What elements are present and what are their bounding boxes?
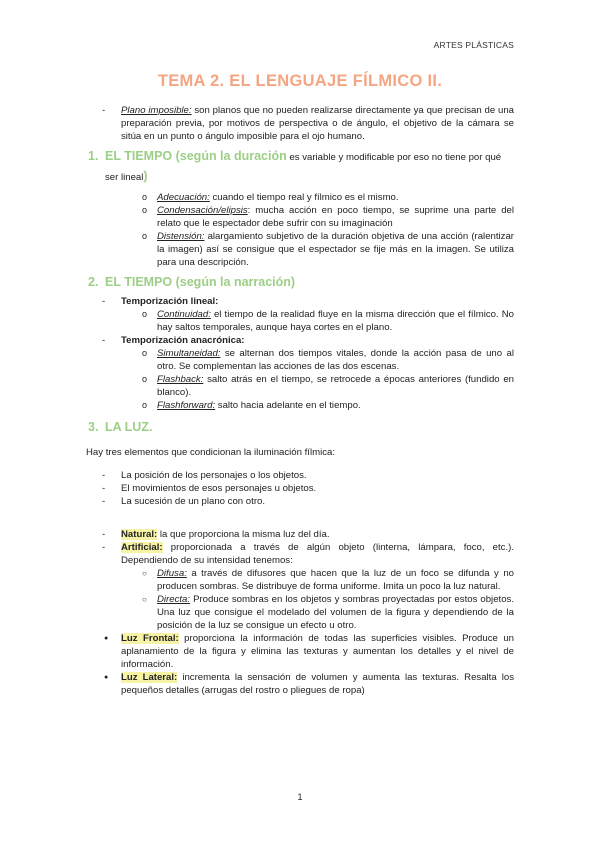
list-item (88, 399, 514, 412)
subsection-label (88, 295, 514, 308)
definition: son planos que no pueden realizarse directamente ya que precisan de una preparación previa, por motivos de perspectiva o de ángulo, el objetivo de la cámara se sitúa en un punto o ángulo imposible para el ojo humano. (121, 105, 514, 142)
list-item: - La sucesión de un plano con otro. (88, 495, 514, 508)
list-item (88, 191, 514, 204)
list-item: - El movimientos de esos personajes u objetos. (88, 482, 514, 495)
list-item (88, 230, 514, 269)
term: Flashforward: (157, 400, 216, 411)
section-number: 2. (88, 275, 99, 289)
term: Distensión: (157, 231, 205, 242)
label: Temporización lineal: (121, 296, 219, 307)
list-item (88, 593, 514, 632)
page-title: TEMA 2. EL LENGUAJE FÍLMICO II. (157, 72, 443, 90)
section-number: 3. (88, 420, 99, 434)
light-natural (88, 528, 514, 541)
definition: proporcionada a través de algún objeto (linterna, lámpara, foco, etc.). Dependiendo de su intensidad tenemos: (121, 542, 514, 566)
definition: salto hacia adelante en el tiempo. (215, 400, 361, 411)
section-2-heading (88, 273, 514, 291)
section-title: LA LUZ. (105, 420, 153, 434)
definition: incrementa la sensación de volumen y aumenta las texturas. Resalta los pequeños detalles (arrugas del rostro o pliegues de ropa) (121, 672, 515, 696)
definition: : mucha acción en poco tiempo, se suprime una parte del relato que le espectador debe sufrir con su imaginación (157, 205, 514, 229)
term: Continuidad: (157, 309, 211, 320)
term: Difusa: (157, 568, 187, 579)
list-item (88, 308, 514, 334)
term: Flashback: (157, 374, 204, 385)
term: Simultaneidad: (157, 348, 221, 359)
page-number: 1 (297, 792, 303, 802)
definition: proporciona la información de todas las superficies visibles. Produce un aplanamiento de la figura y elimina las texturas y aumentan los detalles y el nivel de información. (121, 633, 514, 670)
definition: salto atrás en el tiempo, se retrocede a épocas anteriores (fundido en blanco). (157, 374, 514, 398)
term: Luz Lateral: (121, 672, 178, 683)
section-close-paren: ) (143, 169, 148, 183)
definition: el tiempo de la realidad fluye en la misma dirección que el fílmico. No hay saltos temporales, aunque haya cortes en el plano. (157, 309, 514, 333)
section-number: 1. (88, 149, 99, 163)
term: Directa: (157, 594, 191, 605)
definition: se alternan dos tiempos vitales, donde la acción pasa de uno al otro. Se complementan las acciones de las dos escenas. (157, 348, 514, 372)
section-1-heading (88, 147, 514, 187)
section-intro: Hay tres elementos que condicionan la iluminación fílmica: (86, 447, 336, 458)
list-item (88, 373, 514, 399)
definition: Produce sombras en los objetos y sombras proyectadas por estos objetos. Una luz que consigue el modelado del volumen de la figura y dependiendo de la posición de la luz se consigue un efecto u otro. (157, 594, 514, 631)
list-item: - La posición de los personajes o los objetos. (88, 469, 514, 482)
term: Artificial: (121, 542, 163, 553)
term: Adecuación: (157, 192, 210, 203)
plano-imposible-item (88, 104, 514, 143)
definition: alargamiento subjetivo de la duración objetiva de una acción (ralentizar la imagen) así se consigue que el espectador se fije más en la imagen. Se utiliza para una descripción. (157, 231, 514, 268)
list-item (88, 347, 514, 373)
label: Temporización anacrónica: (121, 335, 245, 346)
page-header: ARTES PLÁSTICAS (433, 40, 514, 50)
section-title: EL TIEMPO (según la duración (105, 149, 287, 163)
list-item (88, 204, 514, 230)
light-lateral (88, 671, 514, 697)
subsection-label (88, 334, 514, 347)
light-artificial (88, 541, 514, 567)
term: Natural: (121, 529, 158, 540)
section-3-heading (88, 418, 514, 436)
section-title: EL TIEMPO (según la narración) (105, 275, 296, 289)
term: Luz Frontal: (121, 633, 179, 644)
list-item (88, 567, 514, 593)
document-body (88, 104, 514, 697)
term: Condensación/elipsis (157, 205, 248, 216)
term: Plano imposible: (121, 105, 192, 116)
section-subtitle: es variable y modificable por eso no tiene por qué ser lineal (105, 152, 502, 183)
definition: a través de difusores que hacen que la luz de un foco se difunda y no producen sombras. Se distribuye de forma uniforme. Imita un poco la luz natural. (157, 568, 514, 592)
definition: cuando el tiempo real y fílmico es el mismo. (209, 192, 399, 203)
light-frontal (88, 632, 514, 671)
definition: la que proporciona la misma luz del día. (157, 529, 330, 540)
